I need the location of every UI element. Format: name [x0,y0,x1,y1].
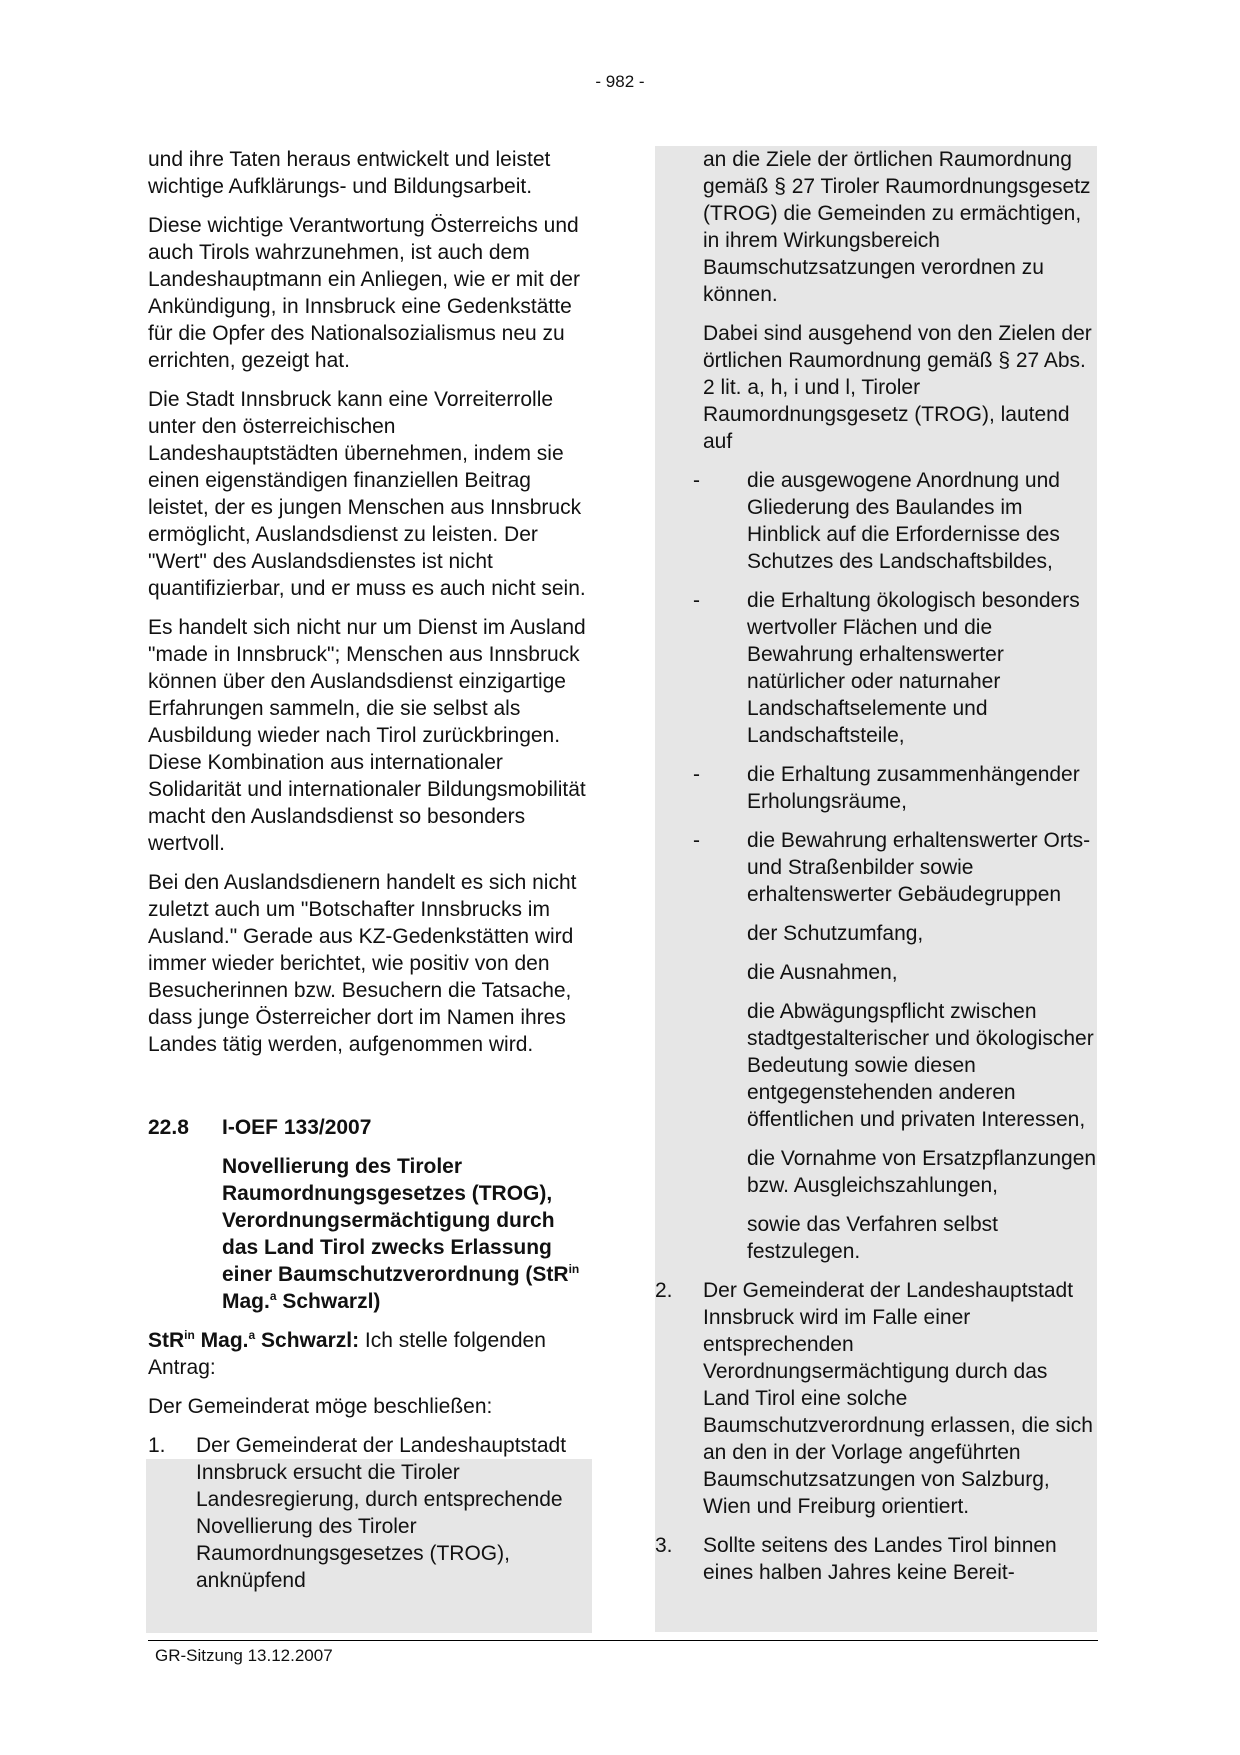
section-title: Novellierung des Tiroler Raumordnungsgesetzes (TROG), Verordnungsermächtigung durch das Land Tirol zwecks Erlassung einer Baumschutzverordnung (StR$^{in}$ Mag.$^a$ Schwarzl) [222,1155,580,1313]
item-text: Sollte seitens des Landes Tirol binnen eines halben Jahres keine Bereit- [703,1534,1057,1584]
item-text: Der Gemeinderat der Landeshauptstadt Innsbruck ersucht die Tiroler Landesregierung, durch entsprechende Novellierung des Tiroler Raumordnungsgesetzes (TROG), anknüpfend [196,1434,567,1592]
dash-item: - die Bewahrung erhaltenswerter Orts- und Straßenbilder sowie erhaltenswerter Gebäudegruppen [693,829,1091,906]
item-text: Der Gemeinderat der Landeshauptstadt Innsbruck wird im Falle einer entsprechenden Verordnungsermächtigung durch das Land Tirol eine solche Baumschutzverordnung erlassen, die sich an den in der Vorlage angeführten Baumschutzsatzungen von Salzburg, Wien und Freiburg orientiert. [703,1279,1093,1518]
paragraph: Diese wichtige Verantwortung Österreichs und auch Tirols wahrzunehmen, ist auch dem Landeshauptmann ein Anliegen, wie er mit der Ankündigung, in Innsbruck eine Gedenkstätte für die Opfer des Nationalsozialismus neu zu errichten, gezeigt hat. [148,214,580,372]
paragraph: Bei den Auslandsdienern handelt es sich nicht zuletzt auch um "Botschafter Innsbrucks im Ausland." Gerade aus KZ-Gedenkstätten wird immer wieder berichtet, wie positiv von den Besucherinnen bzw. Besuchern die Tatsache, dass junge Österreicher dort im Namen ihres Landes tätig werden, aufgenommen wird. [148,871,577,1056]
dash-item: - die ausgewogene Anordnung und Gliederung des Baulandes im Hinblick auf die Erfordernisse des Schutzes des Landschaftsbildes, [693,469,1060,573]
sub-item: die Abwägungspflicht zwischen stadtgestalterischer und ökologischer Bedeutung sowie diesen entgegenstehenden anderen öffentlichen und privaten Interessen, [747,1000,1094,1131]
sub-item: sowie das Verfahren selbst festzulegen. [747,1213,998,1263]
dash-item: - die Erhaltung ökologisch besonders wertvoller Flächen und die Bewahrung erhaltenswerter natürlicher oder naturnaher Landschaftselemente und Landschaftsteile, [693,589,1080,747]
right-column [655,146,1097,1598]
motion-intro: Der Gemeinderat möge beschließen: [148,1395,493,1418]
section-title-block [148,1153,588,1315]
paragraph: Es handelt sich nicht nur um Dienst im Ausland "made in Innsbruck"; Menschen aus Innsbruck können über den Auslandsdienst einzigartige Erfahrungen sammeln, die sie selbst als Ausbildung wieder nach Tirol zurückbringen. Diese Kombination aus internationaler Solidarität und internationaler Bildungsmobilität macht den Auslandsdienst so besonders wertvoll. [148,616,586,855]
page-number: - 982 - [595,72,645,91]
item-number: 3. [655,1534,673,1557]
motion-item [148,1432,588,1594]
dash-item: - die Erhaltung zusammenhängender Erholungsräume, [693,763,1080,813]
paragraph: Die Stadt Innsbruck kann eine Vorreiterrolle unter den österreichischen Landeshauptstädten übernehmen, indem sie einen eigenständigen finanziellen Beitrag leistet, der es jungen Menschen aus Innsbruck ermöglicht, Auslandsdienst zu leisten. Der "Wert" des Auslandsdienstes ist nicht quantifizierbar, und er muss es auch nicht sein. [148,388,586,600]
section-heading [148,1114,588,1141]
paragraph: an die Ziele der örtlichen Raumordnung gemäß § 27 Tiroler Raumordnungsgesetz (TROG) die Gemeinden zu ermächtigen, in ihrem Wirkungsbereich Baumschutzsatzungen verordnen zu können. [703,148,1091,306]
left-column [148,146,588,1606]
footer-text: GR-Sitzung 13.12.2007 [155,1646,333,1665]
sub-item: der Schutzumfang, [747,922,924,945]
item-number: 1. [148,1434,166,1457]
item-number: 2. [655,1279,673,1302]
motion-item [655,1277,1097,1520]
motion-item [655,1532,1097,1586]
paragraph: und ihre Taten heraus entwickelt und leistet wichtige Aufklärungs- und Bildungsarbeit. [148,148,551,198]
sub-item: die Ausnahmen, [747,961,898,984]
speaker-paragraph: StR$^{in}$ Mag.$^a$ Schwarzl: Ich stelle folgenden Antrag: [148,1328,546,1379]
paragraph: Dabei sind ausgehend von den Zielen der örtlichen Raumordnung gemäß § 27 Abs. 2 lit. a, h, i und l, Tiroler Raumordnungsgesetz (TROG), lautend auf [703,322,1092,453]
footer-divider [148,1640,1098,1641]
sub-item: die Vornahme von Ersatzpflanzungen bzw. Ausgleichszahlungen, [747,1147,1097,1197]
section-ref: I-OEF 133/2007 [222,1116,372,1139]
section-number: 22.8 [148,1116,189,1139]
